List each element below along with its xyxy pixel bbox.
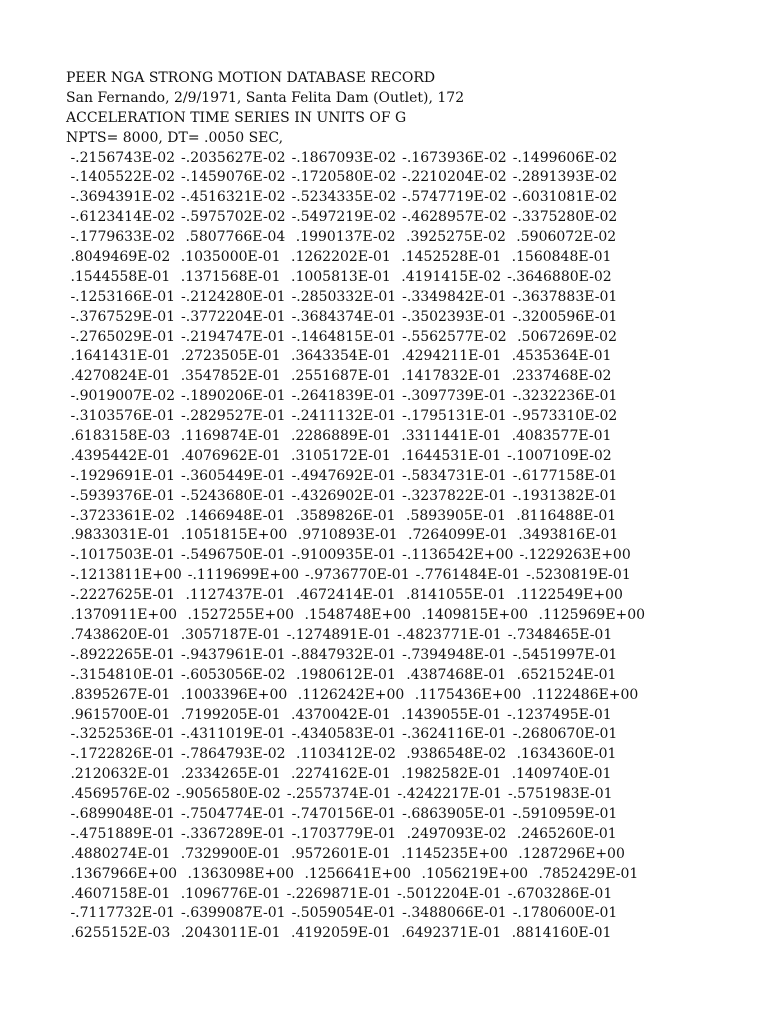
data-value: -.1017503E-01 [66,547,176,564]
data-value: .1169874E-01 [176,428,281,445]
data-value: -.3237822E-01 [402,487,507,504]
data-value: -.2680670E-01 [512,726,618,743]
data-row [66,586,756,606]
data-value: .8049469E-02 [66,249,171,266]
data-value: .1409740E-01 [507,766,612,783]
data-row [66,765,756,785]
data-value: .6183158E-03 [66,428,171,445]
data-row [66,526,756,546]
data-value: -.5243680E-01 [181,487,286,504]
data-value: .3589826E-01 [291,507,396,524]
data-value: -.6123414E-02 [66,209,176,226]
data-row [66,208,756,228]
data-row [66,904,756,924]
data-value: .4294211E-01 [396,348,502,365]
data-value: -.1119699E+00 [187,567,300,584]
data-value: -.3103576E-01 [66,408,176,425]
data-value: -.1779633E-02 [66,229,176,246]
data-value: -.3349842E-01 [402,288,507,305]
data-value: -.2210204E-02 [402,169,507,186]
data-value: -.3767529E-01 [66,308,176,325]
data-row [66,248,756,268]
data-value: .1644531E-01 [396,447,502,464]
data-value: .4535364E-01 [507,348,612,365]
data-value: -.3154810E-01 [66,666,176,683]
data-value: -.9056580E-02 [176,786,281,803]
data-value: -.5910959E-01 [512,805,618,822]
data-row [66,626,756,646]
data-value: .8116488E-01 [511,507,617,524]
data-value: .1417832E-01 [396,368,502,385]
data-value: -.1722826E-01 [66,746,176,763]
data-value: .1051815E+00 [176,527,288,544]
data-value: -.6031081E-02 [512,189,618,206]
data-value: -.1499606E-02 [512,149,618,166]
data-value: .5807766E-04 [181,229,286,246]
data-value: .7264099E-01 [403,527,508,544]
data-value: -.5059054E-01 [291,905,397,922]
data-value: -.1459076E-02 [181,169,286,186]
data-value: .1122486E+00 [527,686,639,703]
data-value: .9710893E-01 [293,527,398,544]
data-value: .1982582E-01 [396,766,502,783]
data-value: .8395267E-01 [66,686,171,703]
data-row [66,328,756,348]
data-value: -.8922265E-01 [66,646,176,663]
data-value: -.5834731E-01 [402,467,507,484]
data-value: -.1867093E-02 [291,149,397,166]
data-row [66,785,756,805]
data-row [66,745,756,765]
data-value: -.4823771E-01 [397,626,502,643]
data-value: -.1720580E-02 [291,169,397,186]
data-value: -.2557374E-01 [286,786,392,803]
data-value: .7438620E-01 [66,626,171,643]
data-value: -.7864793E-02 [181,746,286,763]
data-value: -.2227625E-01 [66,587,176,604]
data-value: .4083577E-01 [507,428,612,445]
data-row [66,566,756,586]
data-row [66,606,756,626]
data-value: -.1007109E-02 [507,447,612,464]
data-value: -.4516321E-02 [181,189,286,206]
data-value: .1363098E+00 [183,865,295,882]
data-value: -.1931382E-01 [512,487,618,504]
data-value: -.1673936E-02 [402,149,507,166]
data-value: .9386548E-02 [401,746,507,763]
data-value: -.1795131E-01 [402,408,507,425]
data-value: -.3252536E-01 [66,726,176,743]
data-row [66,845,756,865]
data-value: -.3624116E-01 [402,726,507,743]
data-value: .3493816E-01 [513,527,619,544]
data-value: .5906072E-02 [511,229,617,246]
data-value: -.7348465E-01 [507,626,613,643]
data-value: .4076962E-01 [176,447,281,464]
data-value: -.2269871E-01 [286,885,392,902]
data-row [66,885,756,905]
data-row [66,427,756,447]
data-value: .6521524E-01 [512,666,617,683]
data-row [66,487,756,507]
data-value: .1103412E-02 [291,746,396,763]
data-row [66,805,756,825]
data-value: -.3232236E-01 [512,388,618,405]
data-value: .2286889E-01 [286,428,391,445]
data-row [66,666,756,686]
data-value: .1256641E+00 [300,865,412,882]
data-row [66,725,756,745]
data-value: .4569576E-02 [66,786,171,803]
data-row [66,308,756,328]
data-value: -.2035627E-02 [181,149,286,166]
data-value: -.5747719E-02 [402,189,507,206]
data-value: -.6899048E-01 [66,805,176,822]
data-value: -.3637883E-01 [512,288,618,305]
data-value: -.6703286E-01 [507,885,613,902]
data-value: -.3605449E-01 [181,467,286,484]
data-row [66,686,756,706]
data-row [66,367,756,387]
data-value: -.1464815E-01 [291,328,397,345]
data-value: -.1274891E-01 [286,626,392,643]
data-value: -.5012204E-01 [397,885,502,902]
data-value: .1371568E-01 [176,268,281,285]
data-value: .2465260E-01 [512,825,617,842]
acceleration-data-table [66,149,756,945]
data-value: -.5939376E-01 [66,487,176,504]
data-value: -.9019007E-02 [66,388,176,405]
data-value: -.1136542E+00 [402,547,514,564]
data-row [66,347,756,367]
data-value: .3547852E-01 [176,368,281,385]
data-value: .7852429E-01 [534,865,639,882]
data-value: .4607158E-01 [66,885,171,902]
data-value: .5067269E-02 [512,328,617,345]
data-value: .2120632E-01 [66,766,171,783]
data-value: .1466948E-01 [181,507,286,524]
data-row [66,507,756,527]
data-value: -.2156743E-02 [66,149,176,166]
data-value: .3105172E-01 [286,447,391,464]
data-value: .4387468E-01 [401,666,507,683]
data-value: -.9100935E-01 [291,547,397,564]
data-value: -.1780600E-01 [512,905,618,922]
data-row [66,149,756,169]
data-value: -.5451997E-01 [512,646,618,663]
data-row [66,168,756,188]
data-row [66,228,756,248]
data-value: .2337468E-02 [507,368,612,385]
data-row [66,188,756,208]
data-value: .6255152E-03 [66,925,171,942]
data-value: .1262202E-01 [286,249,391,266]
data-value: .9833031E-01 [66,527,171,544]
data-value: -.3772204E-01 [181,308,286,325]
data-value: -.6863905E-01 [402,805,507,822]
data-value: .4191415E-02 [396,268,502,285]
data-value: .1634360E-01 [512,746,617,763]
data-value: -.2411132E-01 [291,408,397,425]
data-value: .4192059E-01 [286,925,391,942]
data-value: .2334265E-01 [176,766,281,783]
data-value: -.6053056E-02 [181,666,286,683]
record-title: PEER NGA STRONG MOTION DATABASE RECORD [66,70,436,86]
data-value: -.1703779E-01 [291,825,397,842]
data-value: -.3502393E-01 [402,308,507,325]
data-value: -.9573310E-02 [512,408,618,425]
data-value: .1990137E-02 [291,229,396,246]
data-value: -.3097739E-01 [402,388,507,405]
data-value: .3643354E-01 [286,348,391,365]
data-row [66,288,756,308]
data-value: -.9437961E-01 [181,646,286,663]
data-value: .1125969E+00 [534,607,646,624]
data-value: .1439055E-01 [396,706,502,723]
data-value: .1287296E+00 [513,845,625,862]
data-value: -.1929691E-01 [66,467,176,484]
data-value: .4370042E-01 [286,706,391,723]
data-value: -.1213811E+00 [66,567,182,584]
data-value: -.7504774E-01 [181,805,286,822]
data-value: .2043011E-01 [176,925,281,942]
data-value: -.2850332E-01 [291,288,397,305]
data-value: .1122549E+00 [511,587,623,604]
data-value: -.2641839E-01 [291,388,397,405]
data-value: .2551687E-01 [286,368,391,385]
data-value: .4880274E-01 [66,845,171,862]
data-row [66,646,756,666]
data-value: -.4242217E-01 [397,786,502,803]
data-value: .4270824E-01 [66,368,171,385]
data-row [66,865,756,885]
data-value: .1409815E+00 [417,607,529,624]
data-value: -.4751889E-01 [66,825,176,842]
data-value: -.5497219E-02 [291,209,397,226]
data-value: -.2194747E-01 [181,328,286,345]
data-value: -.7117732E-01 [66,905,176,922]
data-value: .1452528E-01 [396,249,502,266]
data-value: -.7394948E-01 [402,646,507,663]
data-value: -.4311019E-01 [181,726,286,743]
data-value: -.5562577E-02 [402,328,507,345]
data-value: -.2124280E-01 [181,288,286,305]
data-value: -.7470156E-01 [291,805,397,822]
data-value: .4395442E-01 [66,447,171,464]
data-value: -.3646880E-02 [507,268,612,285]
data-value: -.5230819E-01 [526,567,631,584]
data-row [66,268,756,288]
data-value: -.1405522E-02 [66,169,176,186]
data-value: .2497093E-02 [402,825,507,842]
data-value: .1003396E+00 [176,686,288,703]
data-value: -.4947692E-01 [291,467,397,484]
data-value: -.1229263E+00 [519,547,631,564]
data-value: .1367966E+00 [66,865,178,882]
data-value: .1145235E+00 [396,845,508,862]
record-document [66,69,756,944]
data-value: .3311441E-01 [396,428,502,445]
data-row [66,825,756,845]
data-value: .8814160E-01 [507,925,612,942]
data-value: .1127437E-01 [181,587,286,604]
data-value: .1544558E-01 [66,268,171,285]
data-value: .1641431E-01 [66,348,171,365]
data-value: .1527255E+00 [183,607,295,624]
data-value: -.2765029E-01 [66,328,176,345]
data-value: .3057187E-01 [176,626,281,643]
data-value: -.3367289E-01 [181,825,286,842]
data-row [66,467,756,487]
data-value: .1056219E+00 [417,865,529,882]
data-value: .9615700E-01 [66,706,171,723]
data-value: -.3200596E-01 [512,308,618,325]
data-value: .1126242E+00 [293,686,405,703]
data-value: -.4628957E-02 [402,209,507,226]
data-value: .7329900E-01 [176,845,281,862]
data-value: .6492371E-01 [396,925,502,942]
data-value: -.4340583E-01 [291,726,397,743]
data-row [66,924,756,944]
data-value: -.2891393E-02 [512,169,618,186]
data-value: .1560848E-01 [507,249,612,266]
data-value: .1175436E+00 [410,686,522,703]
data-value: .1370911E+00 [66,607,178,624]
data-value: .2274162E-01 [286,766,391,783]
data-value: -.3488066E-01 [402,905,507,922]
npts-dt-line: NPTS= 8000, DT= .0050 SEC, [66,129,284,146]
data-row [66,407,756,427]
data-value: .4672414E-01 [291,587,396,604]
data-value: -.5234335E-02 [291,189,397,206]
data-value: .1096776E-01 [176,885,281,902]
data-value: -.9736770E-01 [305,567,410,584]
data-value: -.6177158E-01 [512,467,618,484]
series-type: ACCELERATION TIME SERIES IN UNITS OF G [66,109,407,126]
data-value: .8141055E-01 [401,587,506,604]
data-value: .2723505E-01 [176,348,281,365]
data-value: -.5751983E-01 [507,786,613,803]
data-value: .1980612E-01 [291,666,396,683]
data-value: .1035000E-01 [176,249,281,266]
data-value: .1005813E-01 [286,268,391,285]
data-value: -.2829527E-01 [181,408,286,425]
data-value: -.3375280E-02 [512,209,618,226]
data-value: -.1890206E-01 [181,388,286,405]
data-row [66,706,756,726]
data-value: .5893905E-01 [401,507,506,524]
data-value: -.6399087E-01 [181,905,286,922]
data-row [66,387,756,407]
data-value: -.3723361E-02 [66,507,176,524]
data-value: -.3694391E-02 [66,189,176,206]
data-row [66,546,756,566]
data-value: -.8847932E-01 [291,646,397,663]
data-value: .1548748E+00 [300,607,412,624]
data-row [66,447,756,467]
event-info: San Fernando, 2/9/1971, Santa Felita Dam (Outlet), 172 [66,89,465,106]
data-value: -.1253166E-01 [66,288,176,305]
data-value: -.5496750E-01 [181,547,286,564]
data-value: .3925275E-02 [401,229,506,246]
data-value: .9572601E-01 [286,845,391,862]
data-value: -.7761484E-01 [415,567,521,584]
data-value: -.5975702E-02 [181,209,286,226]
data-value: -.1237495E-01 [507,706,612,723]
data-value: -.4326902E-01 [291,487,397,504]
data-value: -.3684374E-01 [291,308,397,325]
data-value: .7199205E-01 [176,706,281,723]
